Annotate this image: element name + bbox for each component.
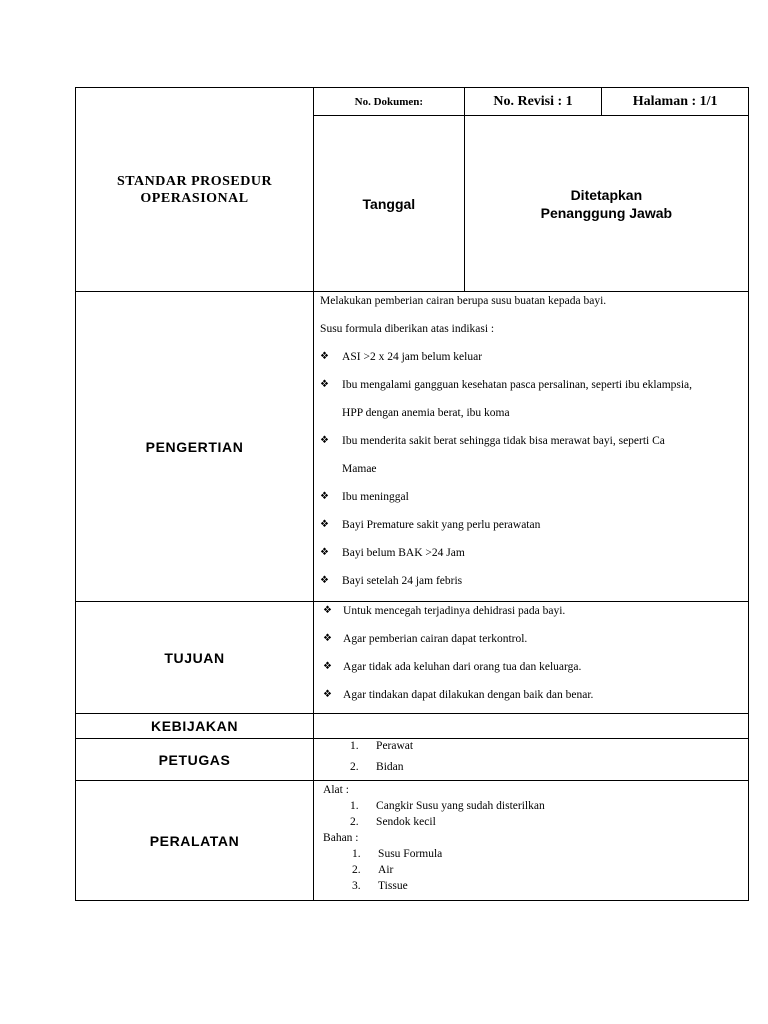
pengertian-label-cell: [76, 292, 314, 602]
indikasi-intro: Susu formula diberikan atas indikasi :: [320, 323, 495, 335]
pengertian-intro: Melakukan pemberian cairan berupa susu buatan kepada bayi.: [320, 295, 607, 307]
ditetapkan-label: Ditetapkan: [570, 186, 643, 203]
bahan-item-number: 2.: [352, 864, 361, 876]
halaman-cell: [602, 88, 749, 116]
tujuan-item-text: Agar pemberian cairan dapat terkontrol.: [343, 633, 528, 645]
sop-title-line1: STANDAR PROSEDUR: [116, 173, 273, 189]
indikasi-item: [320, 574, 742, 588]
petugas-item: [320, 739, 742, 753]
tujuan-item: [320, 604, 742, 618]
alat-item-number: 2.: [350, 816, 359, 828]
petugas-item: [320, 760, 742, 774]
alat-item-text: Cangkir Susu yang sudah disterilkan: [376, 800, 545, 812]
sop-title-line2: OPERASIONAL: [140, 190, 249, 206]
peralatan-label: PERALATAN: [149, 832, 240, 849]
indikasi-item: [320, 546, 742, 560]
tujuan-item-text: Agar tindakan dapat dilakukan dengan baik dan benar.: [343, 689, 594, 701]
bahan-item-number: 3.: [352, 880, 361, 892]
bahan-item-text: Air: [378, 864, 394, 876]
tujuan-item: [320, 632, 742, 646]
petugas-item-number: 1.: [350, 740, 359, 752]
alat-heading: Alat :: [323, 784, 349, 796]
alat-item: [320, 814, 742, 830]
no-revisi-label: No. Revisi : 1: [493, 93, 573, 109]
diamond-bullet-icon: ❖: [320, 351, 330, 362]
kebijakan-label: KEBIJAKAN: [150, 718, 239, 734]
alat-item-text: Sendok kecil: [376, 816, 436, 828]
indikasi-item-text: HPP dengan anemia berat, ibu koma: [342, 407, 510, 419]
indikasi-item: [320, 350, 742, 364]
diamond-bullet-icon: ❖: [320, 379, 330, 390]
indikasi-item-continuation: [320, 406, 742, 420]
pengertian-content: [314, 292, 749, 602]
diamond-bullet-icon: ❖: [323, 605, 333, 616]
pengertian-label: PENGERTIAN: [145, 438, 244, 455]
petugas-item-number: 2.: [350, 761, 359, 773]
petugas-content: [314, 739, 749, 781]
diamond-bullet-icon: ❖: [323, 633, 333, 644]
indikasi-item-continuation: [320, 462, 742, 476]
tujuan-item: [320, 660, 742, 674]
kebijakan-value: [314, 714, 748, 722]
diamond-bullet-icon: ❖: [323, 689, 333, 700]
indikasi-item-text: Mamae: [342, 463, 377, 475]
diamond-bullet-icon: ❖: [320, 547, 330, 558]
peralatan-content: [314, 781, 749, 901]
indikasi-item-text: Ibu meninggal: [342, 491, 409, 503]
halaman-label: Halaman : 1/1: [632, 93, 718, 109]
no-dokumen-label: No. Dokumen:: [354, 95, 424, 108]
no-dokumen-cell: [314, 88, 465, 116]
indikasi-item-text: Bayi Premature sakit yang perlu perawatan: [342, 519, 541, 531]
indikasi-item-text: Bayi belum BAK >24 Jam: [342, 547, 465, 559]
tujuan-label-cell: [76, 602, 314, 714]
indikasi-item: [320, 490, 742, 504]
bahan-heading: Bahan :: [323, 832, 359, 844]
indikasi-item: [320, 518, 742, 532]
tujuan-item: [320, 688, 742, 702]
sop-title: [76, 88, 314, 292]
indikasi-item-text: ASI >2 x 24 jam belum keluar: [342, 351, 483, 363]
alat-item: [320, 798, 742, 814]
no-revisi-cell: [464, 88, 602, 116]
sop-table: [75, 87, 749, 901]
kebijakan-content: [314, 714, 749, 739]
indikasi-item-text: Ibu menderita sakit berat sehingga tidak bisa merawat bayi, seperti Ca: [342, 435, 665, 447]
tanggal-label: Tanggal: [362, 195, 416, 212]
ditetapkan-cell: [464, 116, 748, 292]
penanggung-jawab-label: Penanggung Jawab: [540, 204, 673, 221]
petugas-item-text: Perawat: [376, 740, 414, 752]
indikasi-item-text: Ibu mengalami gangguan kesehatan pasca persalinan, seperti ibu eklampsia,: [342, 379, 693, 391]
diamond-bullet-icon: ❖: [320, 519, 330, 530]
bahan-item: [320, 878, 742, 894]
tujuan-item-text: Untuk mencegah terjadinya dehidrasi pada bayi.: [343, 605, 566, 617]
indikasi-item: [320, 434, 742, 448]
tujuan-label: TUJUAN: [164, 649, 225, 666]
petugas-label: PETUGAS: [158, 751, 231, 768]
diamond-bullet-icon: ❖: [320, 575, 330, 586]
bahan-item: [320, 862, 742, 878]
diamond-bullet-icon: ❖: [320, 435, 330, 446]
bahan-item-number: 1.: [352, 848, 361, 860]
petugas-label-cell: [76, 739, 314, 781]
tujuan-item-text: Agar tidak ada keluhan dari orang tua dan keluarga.: [343, 661, 582, 673]
tanggal-cell: [314, 116, 465, 292]
alat-item-number: 1.: [350, 800, 359, 812]
bahan-item: [320, 846, 742, 862]
bahan-item-text: Susu Formula: [378, 848, 443, 860]
indikasi-item: [320, 378, 742, 392]
kebijakan-label-cell: [76, 714, 314, 739]
tujuan-content: [314, 602, 749, 714]
indikasi-item-text: Bayi setelah 24 jam febris: [342, 575, 463, 587]
diamond-bullet-icon: ❖: [323, 661, 333, 672]
diamond-bullet-icon: ❖: [320, 491, 330, 502]
peralatan-label-cell: [76, 781, 314, 901]
bahan-item-text: Tissue: [378, 880, 408, 892]
petugas-item-text: Bidan: [376, 761, 404, 773]
